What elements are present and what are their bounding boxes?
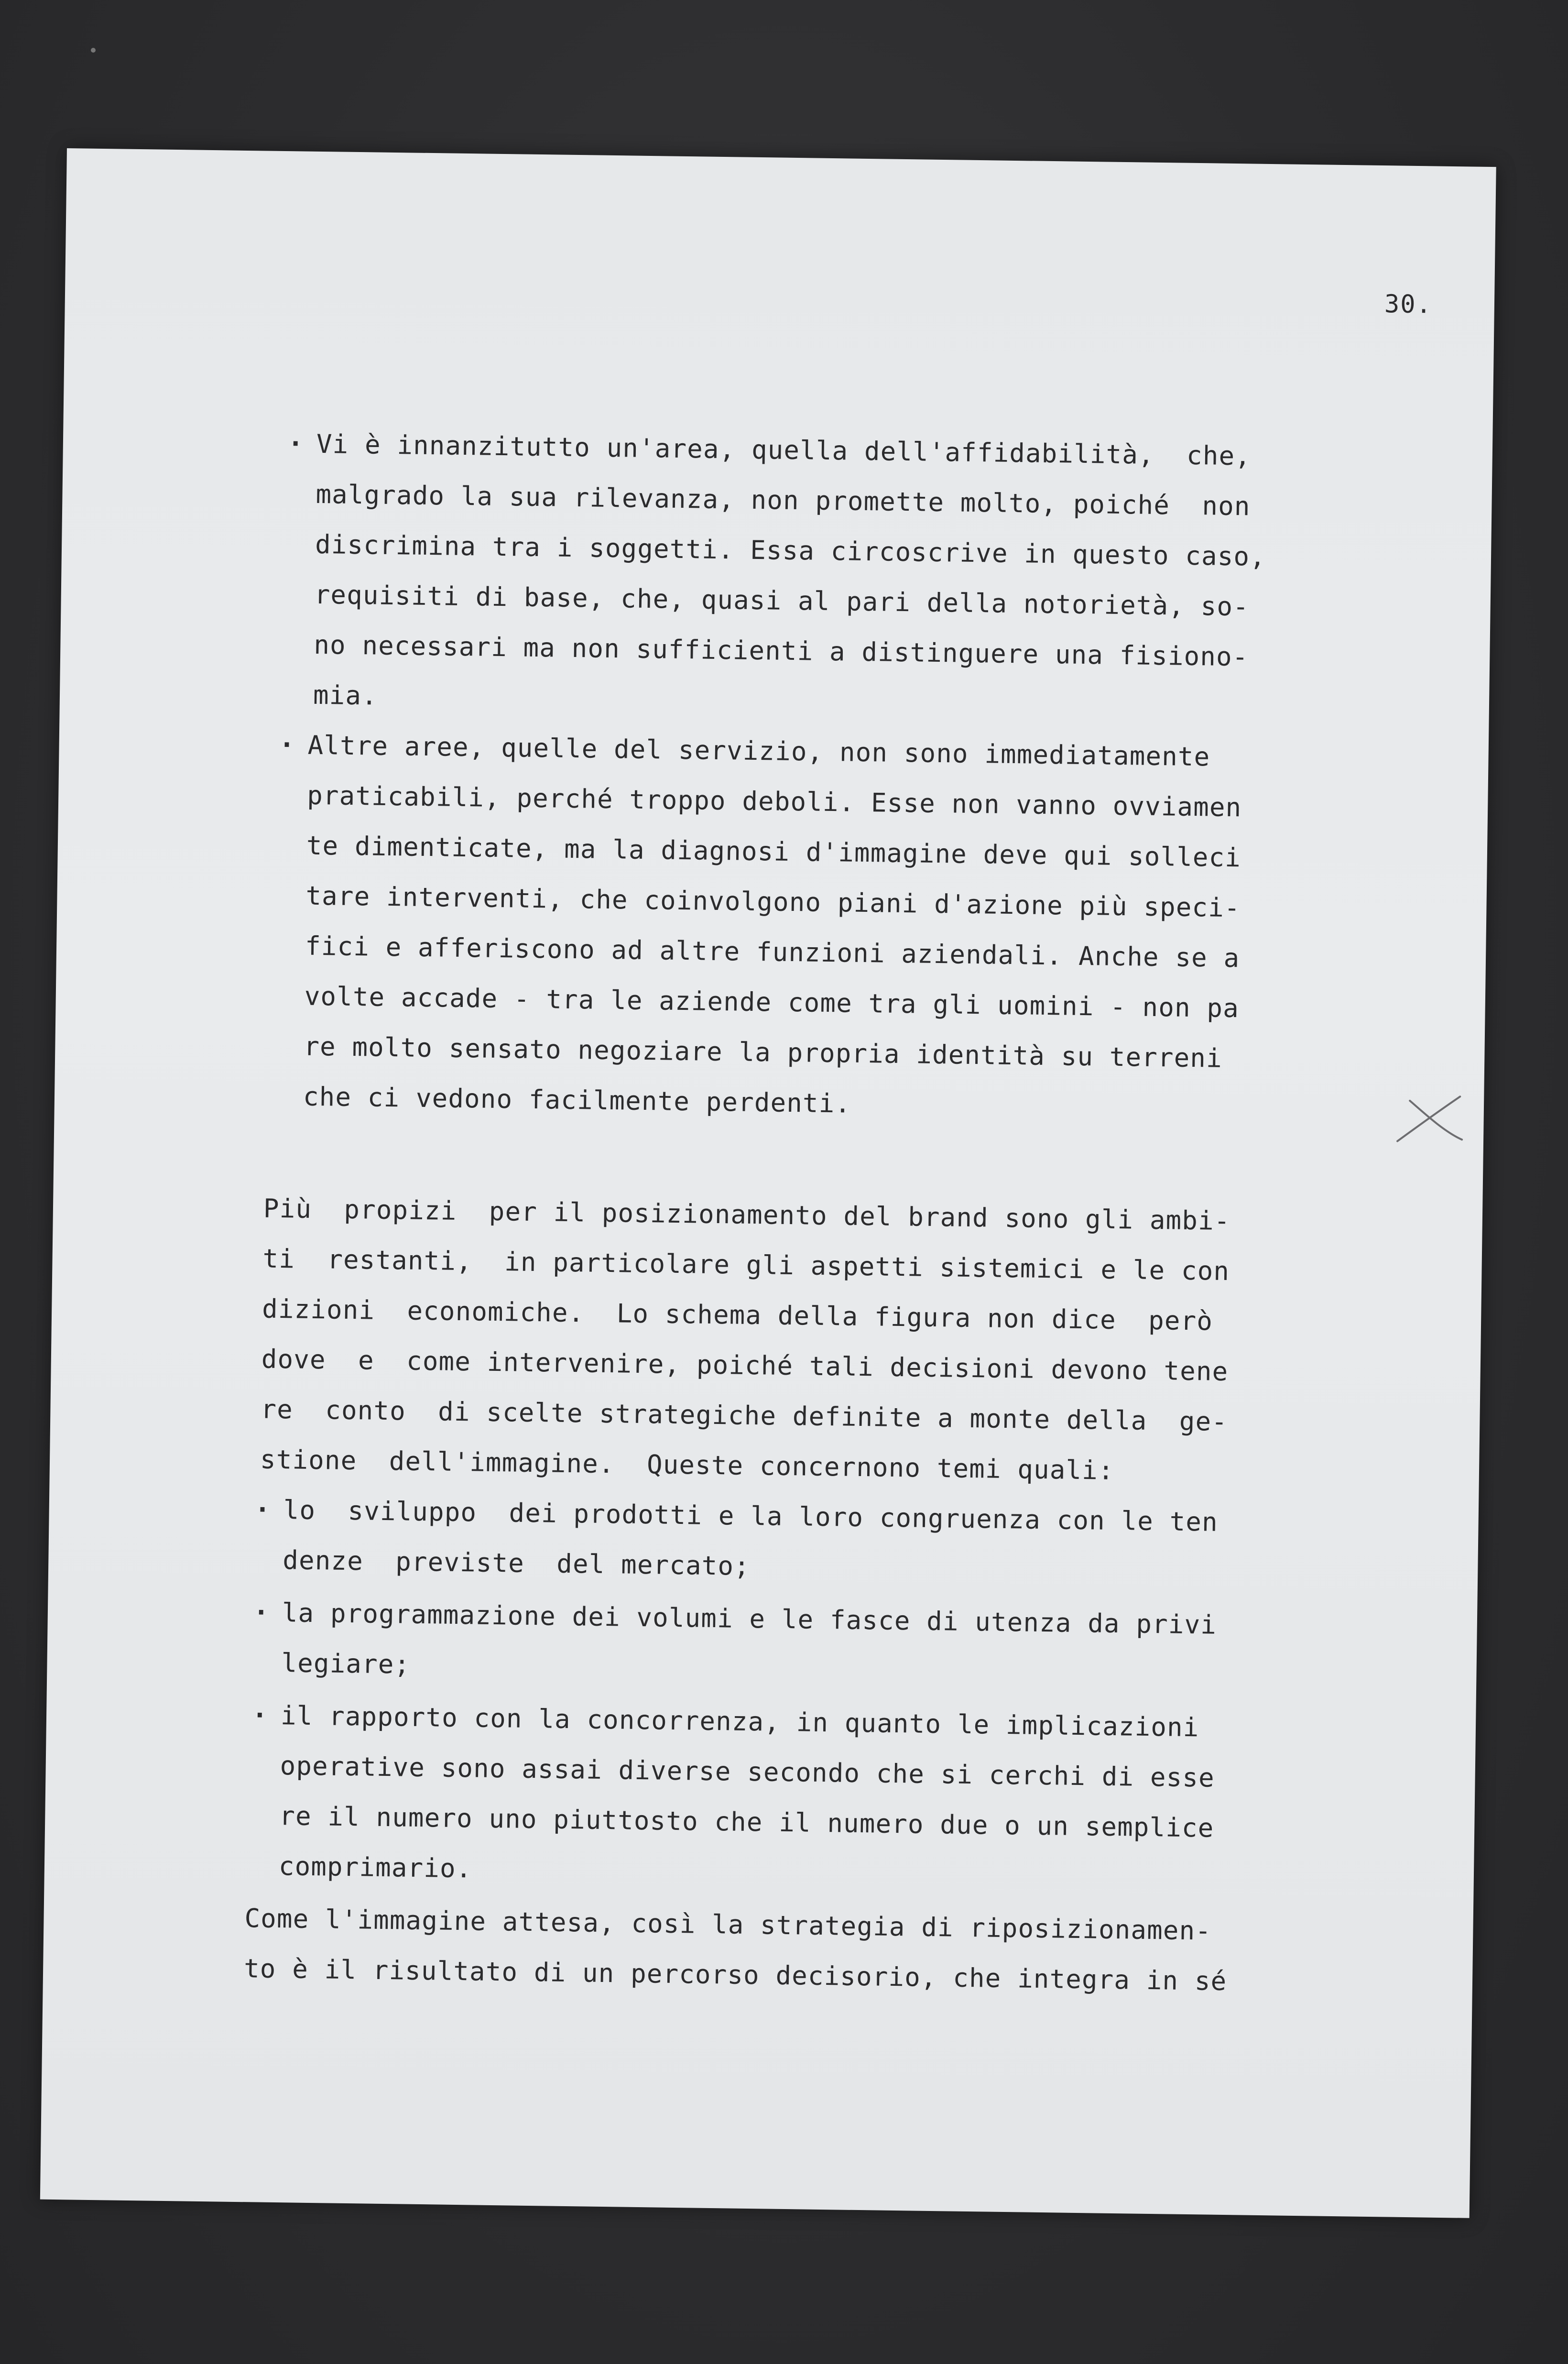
bullet-3: · xyxy=(254,1494,271,1525)
text-line: stione dell'immagine. Queste concernono temi quali: xyxy=(260,1444,1115,1486)
text-line: te dimenticate, ma la diagnosi d'immagine deve qui solleci xyxy=(306,830,1241,873)
text-line: mia. xyxy=(313,679,378,711)
text-line: Altre aree, quelle del servizio, non sono immediatamente xyxy=(307,730,1210,772)
bullet-2: · xyxy=(279,729,295,760)
text-line: discrimina tra i soggetti. Essa circoscrive in questo caso, xyxy=(315,529,1266,572)
text-line: denze previste del mercato; xyxy=(282,1545,751,1581)
text-line: lo sviluppo dei prodotti e la loro congruenza con le ten xyxy=(283,1495,1219,1537)
text-line: che ci vedono facilmente perdenti. xyxy=(303,1081,851,1119)
bullet-1: · xyxy=(287,428,304,459)
page-number: 30. xyxy=(1384,290,1433,319)
text-line: Più propizi per il posizionamento del brand sono gli ambi- xyxy=(263,1193,1230,1237)
bullet-5: · xyxy=(251,1700,268,1730)
handwritten-x-mark xyxy=(1393,1093,1465,1147)
text-line: malgrado la sua rilevanza, non promette molto, poiché non xyxy=(316,479,1251,522)
text-line: dove e come intervenire, poiché tali decisioni devono tene xyxy=(261,1344,1229,1387)
text-line: volte accade - tra le aziende come tra gli uomini - non pa xyxy=(304,981,1240,1024)
bullet-4: · xyxy=(253,1597,269,1628)
text-line: il rapporto con la concorrenza, in quanto le implicazioni xyxy=(280,1700,1199,1743)
text-line: ti restanti, in particolare gli aspetti sistemici e le con xyxy=(262,1243,1230,1287)
text-line: no necessari ma non sufficienti a distinguere una fisiono- xyxy=(314,629,1249,672)
text-line: requisiti di base, che, quasi al pari della notorietà, so- xyxy=(314,579,1250,622)
text-line: re conto di scelte strategiche definite a monte della ge- xyxy=(261,1394,1228,1437)
text-line: dizioni economiche. Lo schema della figura non dice però xyxy=(261,1293,1213,1336)
text-line: operative sono assai diverse secondo che si cerchi di esse xyxy=(280,1751,1215,1793)
text-line: comprimario. xyxy=(278,1851,472,1884)
text-line: re il numero uno piuttosto che il numero due o un semplice xyxy=(279,1801,1214,1843)
text-line: legiare; xyxy=(281,1648,411,1680)
text-line: praticabili, perché troppo deboli. Esse non vanno ovviamen xyxy=(306,780,1242,823)
text-line: to è il risultato di un percorso decisorio, che integra in sé xyxy=(243,1953,1227,1997)
dust-speck xyxy=(91,48,96,53)
text-line: la programmazione dei volumi e le fasce di utenza da privi xyxy=(282,1598,1217,1640)
text-line: Vi è innanzitutto un'area, quella dell'affidabilità, che, xyxy=(316,428,1252,471)
text-line: Come l'immagine attesa, così la strategia di riposizionamen- xyxy=(244,1903,1212,1946)
typewritten-page xyxy=(40,148,1496,2218)
text-line: fici e afferiscono ad altre funzioni aziendali. Anche se a xyxy=(305,930,1240,974)
text-line: re molto sensato negoziare la propria identità su terreni xyxy=(304,1031,1223,1073)
text-line: tare interventi, che coinvolgono piani d'azione più speci- xyxy=(305,880,1241,923)
